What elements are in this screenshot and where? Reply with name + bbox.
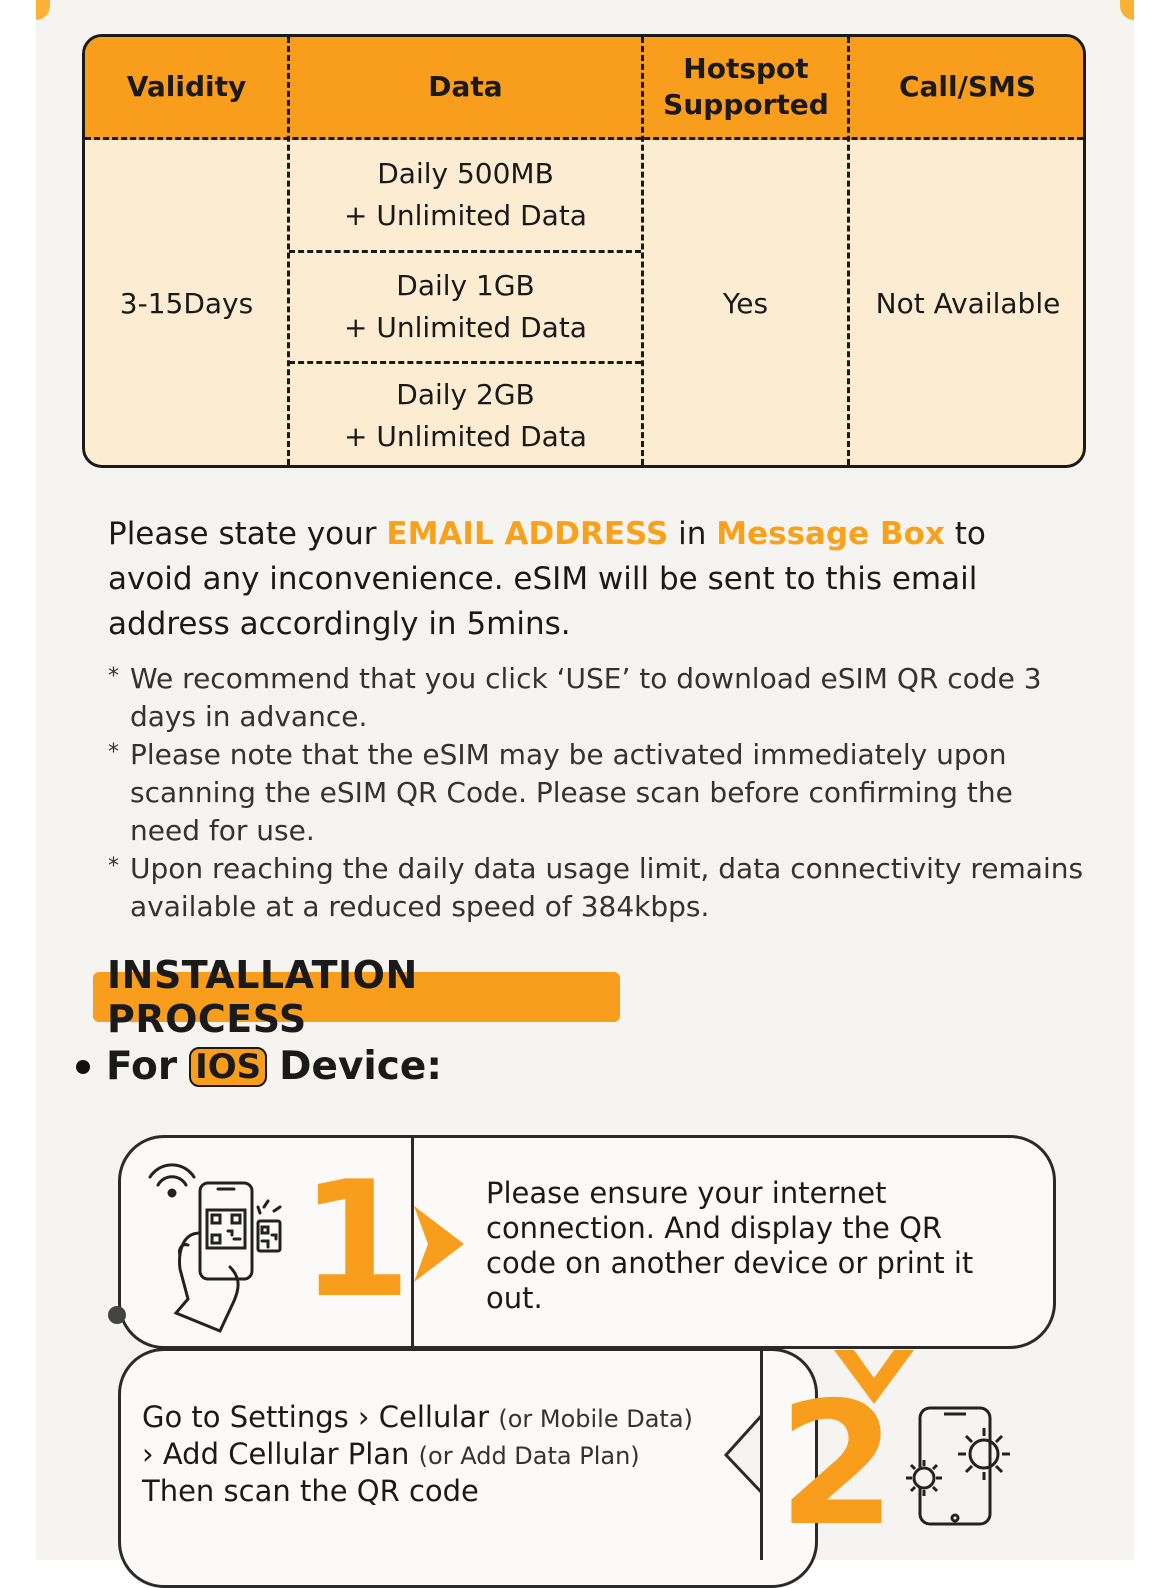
message-box-highlight: Message Box: [716, 516, 945, 552]
note-item: * We recommend that you click ‘USE’ to download eSIM QR code 3 days in advance.: [108, 662, 1042, 733]
phone-settings-icon: [900, 1402, 1020, 1532]
email-notice: [108, 512, 1068, 647]
data-option: [290, 253, 641, 361]
step-1-text: Please ensure your internet connection. And display the QR code on another device or print it out.: [486, 1176, 974, 1315]
header-validity: Validity: [126, 70, 247, 103]
note-text: We recommend that you click ‘USE’ to download eSIM QR code 3 days in advance.: [130, 662, 1042, 733]
validity-value: 3-15Days: [119, 287, 254, 320]
cellular-label: Cellular: [378, 1400, 490, 1434]
data-option-extra: + Unlimited Data: [344, 199, 587, 232]
data-option: [290, 140, 641, 250]
notice-text: Please state your: [108, 516, 387, 552]
data-option-extra: + Unlimited Data: [344, 311, 587, 344]
installation-title: INSTALLATION PROCESS: [93, 972, 620, 1022]
header-hotspot: Hotspot Supported: [663, 52, 829, 121]
header-data: Data: [428, 70, 503, 103]
header-call-sms: Call/SMS: [898, 70, 1037, 103]
add-cellular-plan-label: Add Cellular Plan: [162, 1437, 410, 1471]
data-option-amount: Daily 1GB: [396, 269, 535, 302]
step-number: 2: [778, 1366, 897, 1564]
notice-text: to avoid any inconvenience. eSIM will be sent to this email address accordingly in 5mins.: [108, 516, 986, 642]
step-connector-dot: [108, 1306, 126, 1324]
phone-scan-qr-icon: [140, 1155, 290, 1335]
step-2-text: Go to Settings › Cellular (or Mobile Data) › Add Cellular Plan (or Add Data Plan) Then scan the QR code: [142, 1400, 742, 1509]
data-option-amount: Daily 2GB: [396, 378, 535, 411]
note-item: * Upon reaching the daily data usage limit, data connectivity remains available at a reduced speed of 384kbps.: [108, 852, 1084, 923]
notes-list: [108, 660, 1088, 926]
hotspot-value: Yes: [722, 287, 769, 320]
for-label: For: [106, 1044, 178, 1089]
mobile-data-note: (or Mobile Data): [498, 1405, 693, 1433]
add-data-plan-note: (or Add Data Plan): [418, 1442, 640, 1470]
data-option: [290, 364, 641, 468]
note-text: Upon reaching the daily data usage limit, data connectivity remains available at a reduced speed of 384kbps.: [130, 852, 1084, 923]
device-label: Device:: [279, 1044, 442, 1089]
chevron-right-icon: [408, 1200, 472, 1288]
note-item: * Please note that the eSIM may be activated immediately upon scanning the eSIM QR Code. Please scan before confirming the need for use.: [108, 738, 1013, 847]
note-text: Please note that the eSIM may be activated immediately upon scanning the eSIM QR Code. Please scan before confirming the need for use.: [130, 738, 1013, 847]
call-sms-value: Not Available: [875, 287, 1061, 320]
notice-text: in: [668, 516, 717, 552]
scan-qr-instruction: Then scan the QR code: [142, 1474, 479, 1508]
step-number: 1: [300, 1146, 412, 1333]
settings-label: Go to Settings: [142, 1400, 349, 1434]
plan-table: [82, 34, 1086, 468]
step-divider: [760, 1348, 763, 1560]
device-heading: [76, 1044, 442, 1089]
email-address-highlight: EMAIL ADDRESS: [386, 516, 669, 552]
data-option-amount: Daily 500MB: [377, 157, 554, 190]
bullet-icon: [76, 1060, 90, 1074]
data-option-extra: + Unlimited Data: [344, 420, 587, 453]
ios-badge: IOS: [189, 1047, 267, 1087]
